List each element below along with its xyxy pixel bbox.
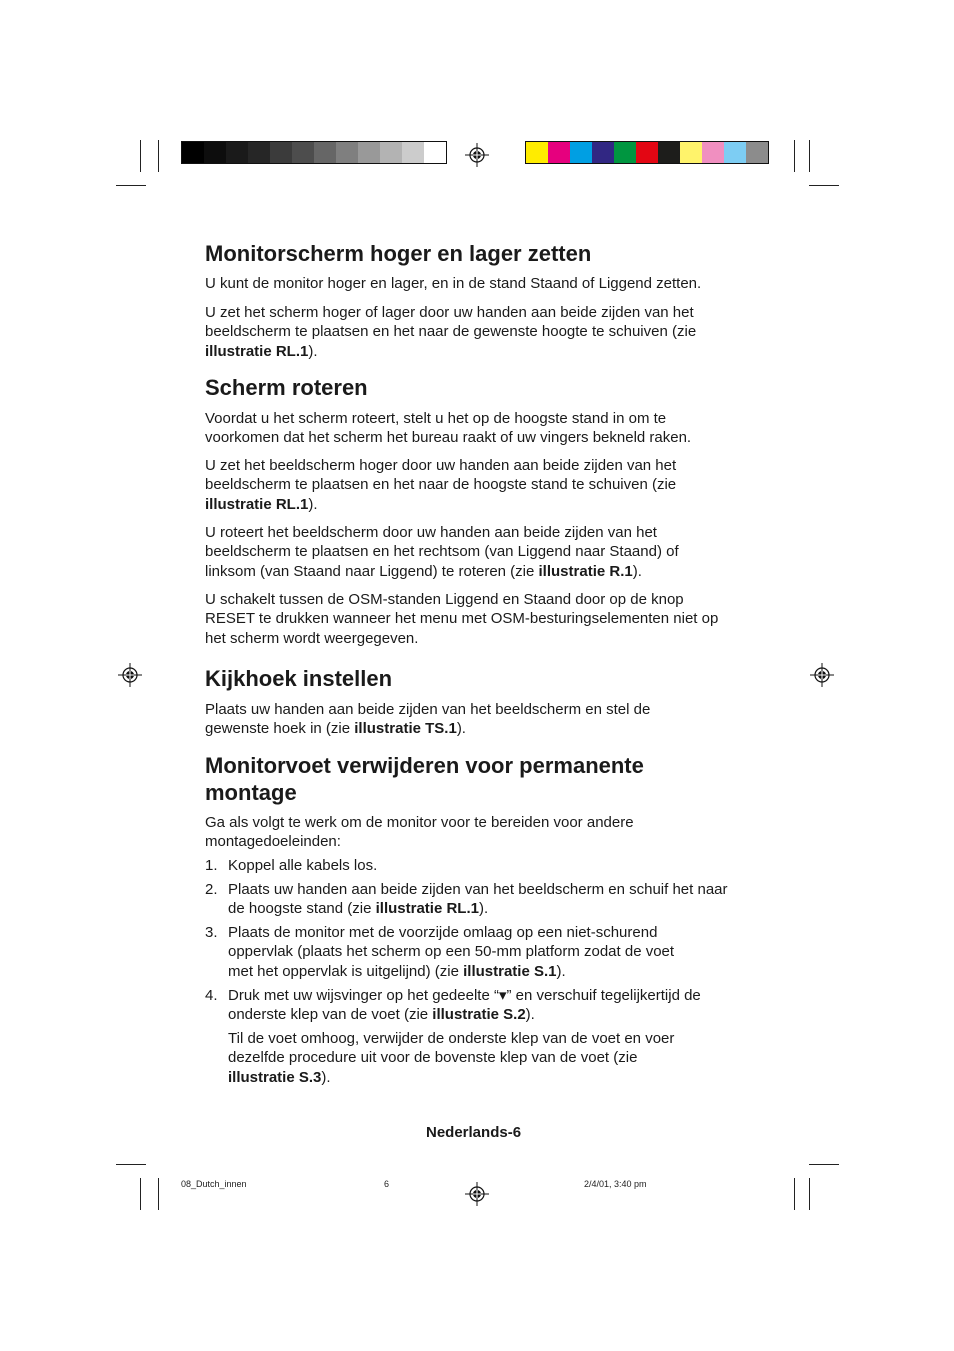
illustration-ref: illustratie S.1 — [463, 962, 557, 980]
crop-mark — [140, 140, 141, 172]
color-swatch — [204, 142, 226, 163]
illustration-ref: illustratie RL.1 — [375, 900, 479, 918]
color-swatch — [614, 142, 636, 163]
color-swatch — [292, 142, 314, 163]
color-swatch — [636, 142, 658, 163]
registration-mark-icon — [465, 1182, 489, 1206]
list-item: Plaats uw handen aan beide zijden van het beeldscherm en schuif het naar de hoogste stand (zie illustratie RL.1). — [228, 881, 728, 918]
color-swatch — [182, 142, 204, 163]
crop-mark — [794, 1178, 795, 1210]
paragraph: Plaats uw handen aan beide zijden van het beeldscherm en stel de gewenste hoek in (zie illustratie TS.1). — [205, 701, 651, 738]
list-item: Koppel alle kabels los. — [228, 857, 378, 874]
color-swatch — [724, 142, 746, 163]
color-swatch — [658, 142, 680, 163]
illustration-ref: illustratie S.3 — [228, 1068, 322, 1086]
crop-mark — [116, 1164, 146, 1165]
color-swatch — [270, 142, 292, 163]
section-heading: Monitorscherm hoger en lager zetten — [205, 241, 592, 266]
color-swatch — [314, 142, 336, 163]
color-swatch — [702, 142, 724, 163]
color-swatch — [746, 142, 768, 163]
color-swatch — [336, 142, 358, 163]
section-heading: Scherm roteren — [205, 375, 368, 400]
color-swatch — [526, 142, 548, 163]
crop-mark — [794, 140, 795, 172]
paragraph: Ga als volgt te werk om de monitor voor te bereiden voor andere montagedoeleinden: — [205, 814, 634, 851]
section-heading: Monitorvoet verwijderen voor permanente montage — [205, 753, 644, 805]
slug-filename: 08_Dutch_innen — [181, 1179, 247, 1189]
paragraph: U schakelt tussen de OSM-standen Liggend en Staand door op de knop RESET te drukken wanneer het menu met OSM-besturingselementen niet op het scherm wordt weergegeven. — [205, 591, 719, 647]
crop-mark — [809, 185, 839, 186]
illustration-ref: illustratie RL.1 — [205, 495, 309, 513]
list-number: 4. — [205, 987, 218, 1004]
color-swatch — [592, 142, 614, 163]
registration-mark-icon — [810, 663, 834, 687]
color-swatch — [680, 142, 702, 163]
paragraph: Voordat u het scherm roteert, stelt u het op de hoogste stand in om te voorkomen dat het scherm het bureau raakt of uw vingers bekneld raken. — [205, 410, 692, 447]
paragraph: U kunt de monitor hoger en lager, en in de stand Staand of Liggend zetten. — [205, 275, 702, 292]
crop-mark — [809, 140, 810, 172]
page-number-label: Nederlands-6 — [426, 1124, 522, 1141]
color-swatch — [424, 142, 446, 163]
list-number: 1. — [205, 857, 218, 874]
list-item: Plaats de monitor met de voorzijde omlaag op een niet-schurend oppervlak (plaats het scherm op een 50-mm platform zodat de voet met het oppervlak is uitgelijnd) (zie illustratie S.1). — [228, 924, 675, 980]
illustration-ref: illustratie RL.1 — [205, 342, 309, 360]
color-swatch — [570, 142, 592, 163]
illustration-ref: illustratie S.2 — [432, 1006, 526, 1024]
list-number: 2. — [205, 881, 218, 898]
crop-mark — [809, 1164, 839, 1165]
color-swatch — [380, 142, 402, 163]
color-swatch — [226, 142, 248, 163]
crop-mark — [809, 1178, 810, 1210]
crop-mark — [116, 185, 146, 186]
list-item-note: Til de voet omhoog, verwijder de onderste klep van de voet en voer dezelfde procedure uit voor de bovenste klep van de voet (zie illustratie S.3). — [228, 1030, 675, 1086]
paragraph: U zet het beeldscherm hoger door uw handen aan beide zijden van het beeldscherm te plaatsen en het naar de hoogste stand te schuiven (zie illustratie RL.1). — [205, 457, 677, 513]
illustration-ref: illustratie R.1 — [538, 562, 633, 580]
arrow-down-icon: ▾ — [498, 987, 507, 1004]
crop-mark — [140, 1178, 141, 1210]
list-number: 3. — [205, 924, 218, 941]
grayscale-calibration-bar — [181, 141, 447, 164]
illustration-ref: illustratie TS.1 — [354, 720, 457, 738]
slug-page: 6 — [384, 1179, 390, 1189]
color-swatch — [548, 142, 570, 163]
color-swatch — [248, 142, 270, 163]
list-item: Druk met uw wijsvinger op het gedeelte “▾” en verschuif tegelijkertijd de onderste klep van de voet (zie illustratie S.2). — [228, 987, 701, 1024]
crop-mark — [158, 140, 159, 172]
registration-mark-icon — [465, 143, 489, 167]
color-swatch — [358, 142, 380, 163]
color-calibration-bar — [525, 141, 769, 164]
paragraph: U roteert het beeldscherm door uw handen aan beide zijden van het beeldscherm te plaatsen en het rechtsom (van Liggend naar Staand) of linksom (van Staand naar Liggend) te roteren (zie illustratie R.1). — [205, 524, 679, 580]
slug-date: 2/4/01, 3:40 pm — [584, 1179, 647, 1189]
color-swatch — [402, 142, 424, 163]
registration-mark-icon — [118, 663, 142, 687]
crop-mark — [158, 1178, 159, 1210]
paragraph: U zet het scherm hoger of lager door uw handen aan beide zijden van het beeldscherm te plaatsen en het naar de gewenste hoogte te schuiven (zie illustratie RL.1). — [205, 304, 697, 360]
section-heading: Kijkhoek instellen — [205, 666, 393, 691]
